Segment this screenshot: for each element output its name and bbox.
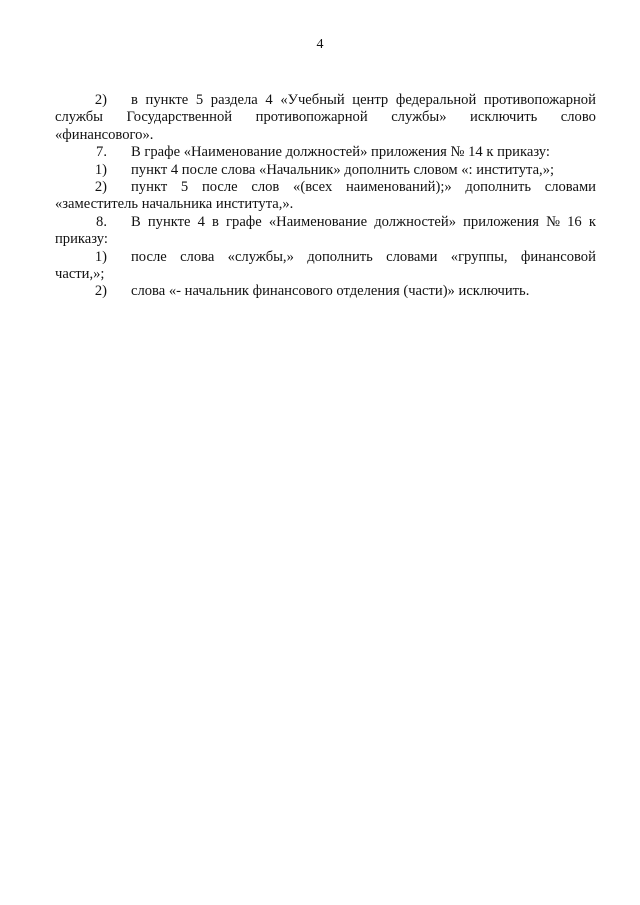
- word: «службы,»: [227, 248, 294, 265]
- line-text: слова «- начальник финансового отделения (части)» исключить.: [131, 283, 530, 300]
- word: службы: [55, 109, 103, 126]
- item-number: 2): [94, 178, 107, 195]
- word: противопожарной: [483, 92, 596, 108]
- word: пункте: [145, 92, 189, 108]
- item-number: 2): [94, 283, 107, 300]
- word: 4: [197, 213, 205, 230]
- item-number: 1): [94, 161, 107, 178]
- text-line-9: [55, 231, 596, 248]
- word: «Учебный: [280, 92, 345, 108]
- text-line-8: [55, 214, 596, 231]
- item-number: 7.: [96, 144, 107, 161]
- line-text: В графе «Наименование должностей» приложения № 14 к приказу:: [131, 144, 550, 161]
- item-number: 1): [94, 248, 107, 265]
- justified-text: [131, 249, 596, 266]
- word: дополнить: [307, 248, 373, 265]
- item-number: 2): [94, 92, 107, 108]
- text-line-7: [55, 196, 596, 213]
- word: должностей»: [374, 213, 456, 230]
- line-text: «финансового».: [55, 126, 154, 143]
- word: центр: [352, 92, 389, 108]
- line-text: «заместитель начальника института,».: [55, 196, 294, 213]
- word: Государственной: [126, 109, 233, 126]
- word: словами: [544, 178, 596, 195]
- word: 5: [195, 92, 204, 108]
- justified-text: [131, 92, 596, 109]
- text-line-2: [55, 109, 596, 126]
- word: В: [131, 213, 141, 230]
- word: федеральной: [395, 92, 477, 108]
- justified-text: [131, 214, 596, 231]
- word: слова: [180, 248, 215, 265]
- text-line-6: [55, 179, 596, 196]
- word: после: [131, 248, 167, 265]
- word: финансовой: [520, 248, 596, 265]
- word: приложения: [463, 213, 539, 230]
- word: №: [546, 213, 560, 230]
- word: графе: [226, 213, 262, 230]
- word: исключить: [470, 109, 538, 126]
- text-line-1: [55, 92, 596, 109]
- word: службы»: [391, 109, 447, 126]
- item-number: 8.: [96, 213, 107, 230]
- word: дополнить: [465, 178, 531, 195]
- text-line-11: [55, 266, 596, 283]
- word: пункте: [147, 213, 191, 230]
- word: «Наименование: [268, 213, 368, 230]
- text-line-4: [55, 144, 596, 161]
- word: 5: [180, 178, 189, 195]
- word: наименований);»: [345, 178, 452, 195]
- word: после: [201, 178, 238, 195]
- document-body: [55, 92, 596, 301]
- line-text: части,»;: [55, 265, 105, 282]
- word: в: [131, 92, 138, 108]
- word: слово: [560, 109, 596, 126]
- word: пункт: [131, 178, 168, 195]
- word: раздела: [210, 92, 258, 108]
- justified-text: [131, 179, 596, 196]
- text-line-10: [55, 249, 596, 266]
- word: к: [588, 213, 596, 230]
- word: «(всех: [293, 178, 333, 195]
- text-line-12: [55, 283, 596, 300]
- text-line-5: [55, 162, 596, 179]
- word: слов: [251, 178, 280, 195]
- word: 16: [567, 213, 582, 230]
- page-number: 4: [316, 37, 324, 52]
- word: 4: [265, 92, 273, 108]
- line-text: пункт 4 после слова «Начальник» дополнить словом «: института,»;: [131, 161, 555, 178]
- word: словами: [386, 248, 438, 265]
- line-text: приказу:: [55, 231, 108, 248]
- text-line-3: [55, 127, 596, 144]
- word: в: [212, 213, 219, 230]
- word: противопожарной: [255, 109, 368, 126]
- word: «группы,: [450, 248, 508, 265]
